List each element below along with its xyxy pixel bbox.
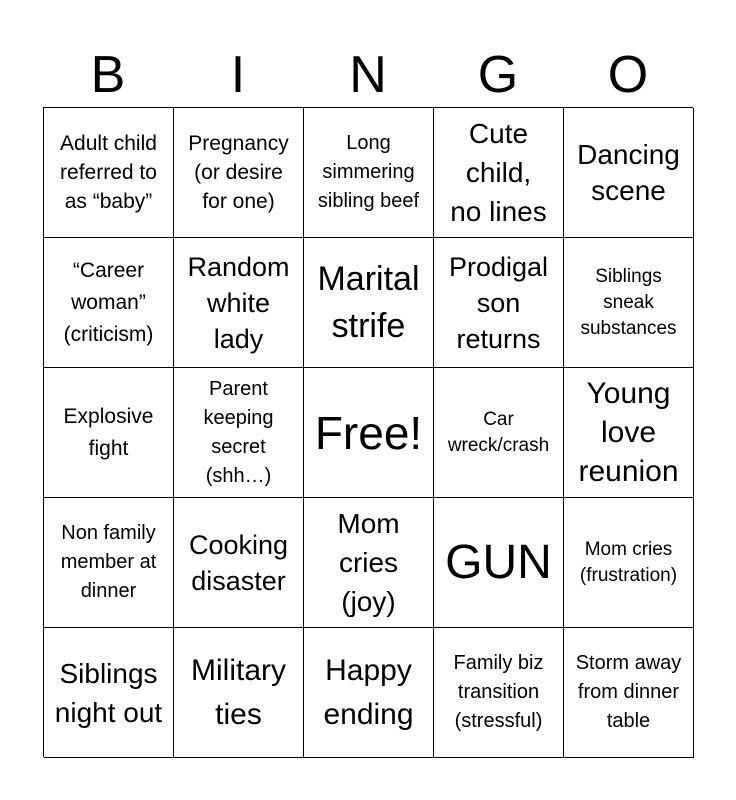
- header-letter-g: G: [477, 46, 519, 104]
- cell-label: “Career woman” (criticism): [63, 258, 154, 346]
- bingo-cell[interactable]: [174, 238, 304, 368]
- cell-label: Military ties: [191, 653, 286, 731]
- bingo-header: [43, 40, 693, 110]
- bingo-cell[interactable]: [304, 628, 434, 758]
- cell-label: Mom cries (frustration): [579, 538, 678, 586]
- header-letter-o: O: [607, 46, 649, 104]
- bingo-cell[interactable]: [174, 108, 304, 238]
- cell-label: Cute child, no lines: [450, 118, 547, 227]
- bingo-cell[interactable]: [44, 238, 174, 368]
- cell-label: Family biz transition (stressful): [453, 652, 544, 732]
- cell-label: Adult child referred to as “baby”: [60, 132, 157, 213]
- bingo-cell[interactable]: [304, 498, 434, 628]
- bingo-cell[interactable]: [434, 108, 564, 238]
- cell-label: GUN: [445, 535, 552, 589]
- bingo-cell[interactable]: [564, 368, 694, 498]
- bingo-cell[interactable]: [564, 498, 694, 628]
- bingo-cell[interactable]: [304, 108, 434, 238]
- cell-label: Storm away from dinner table: [575, 652, 682, 732]
- bingo-cell[interactable]: [44, 108, 174, 238]
- bingo-cell[interactable]: [434, 498, 564, 628]
- free-space[interactable]: [304, 368, 434, 498]
- bingo-cell[interactable]: [434, 628, 564, 758]
- header-letter-n: N: [349, 46, 387, 104]
- cell-label: Prodigal son returns: [448, 251, 549, 354]
- cell-label: Cooking disaster: [188, 529, 289, 596]
- cell-label: Pregnancy (or desire for one): [188, 132, 289, 213]
- bingo-card: [43, 107, 693, 757]
- cell-label: Marital strife: [317, 259, 420, 345]
- free-space-label: Free!: [314, 406, 423, 459]
- cell-label: Car wreck/crash: [447, 408, 550, 456]
- cell-label: Siblings sneak substances: [580, 265, 677, 339]
- cell-label: Mom cries (joy): [337, 508, 400, 617]
- header-letter-i: I: [230, 46, 246, 104]
- cell-label: Parent keeping secret (shh…): [203, 377, 274, 487]
- cell-label: Happy ending: [323, 653, 414, 731]
- cell-label: Long simmering sibling beef: [317, 132, 420, 212]
- cell-label: Dancing scene: [577, 138, 680, 206]
- cell-label: Explosive fight: [63, 404, 154, 460]
- bingo-cell[interactable]: [44, 628, 174, 758]
- bingo-cell[interactable]: [434, 238, 564, 368]
- bingo-cell[interactable]: [564, 238, 694, 368]
- bingo-cell[interactable]: [174, 498, 304, 628]
- cell-label: Siblings night out: [54, 657, 163, 728]
- bingo-cell[interactable]: [44, 498, 174, 628]
- bingo-cell[interactable]: [174, 368, 304, 498]
- cell-label: Non family member at dinner: [60, 522, 157, 602]
- header-letter-b: B: [90, 46, 126, 104]
- bingo-cell[interactable]: [174, 628, 304, 758]
- bingo-cell[interactable]: [564, 628, 694, 758]
- bingo-cell[interactable]: [44, 368, 174, 498]
- cell-label: Young love reunion: [578, 377, 679, 488]
- bingo-cell[interactable]: [564, 108, 694, 238]
- bingo-cell[interactable]: [304, 238, 434, 368]
- cell-label: Random white lady: [187, 251, 290, 354]
- bingo-cell[interactable]: [434, 368, 564, 498]
